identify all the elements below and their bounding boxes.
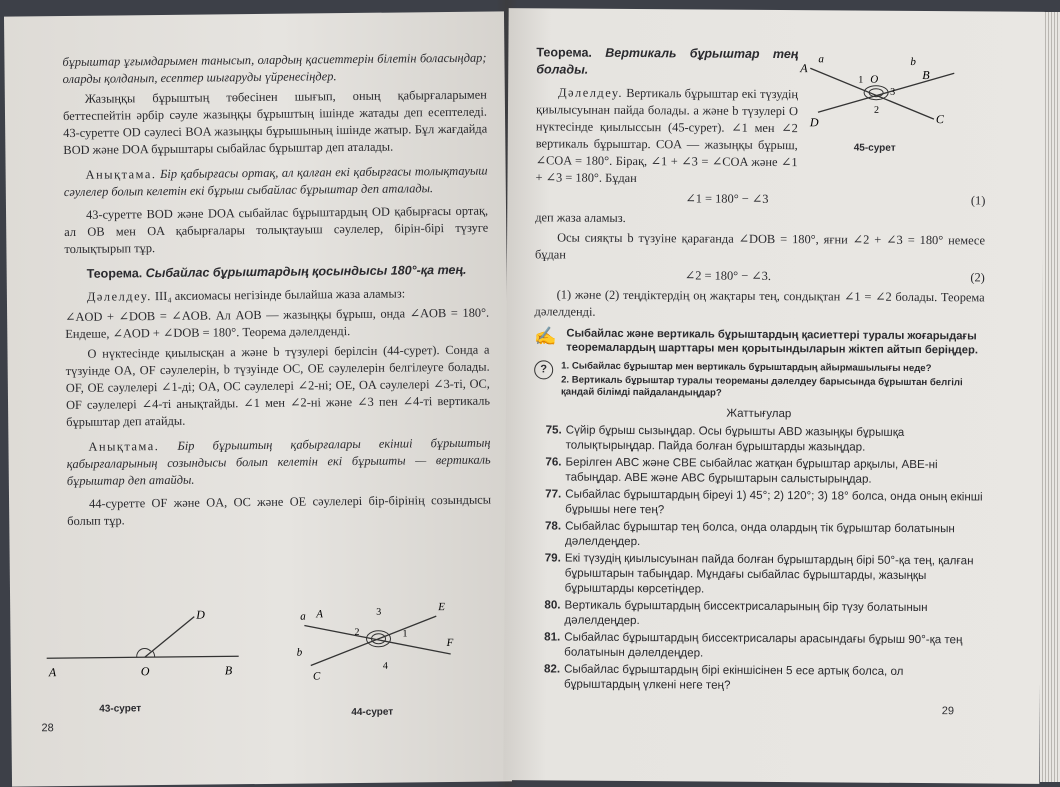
figure-45 <box>798 50 969 161</box>
exercise-text: Вертикаль бұрыштардың биссектрисаларының бір түзу болатынын дәлелдеңдер. <box>564 598 928 628</box>
theorem-label: Теорема. <box>536 45 592 60</box>
paragraph: Жазыңқы бұрыштың төбесінен шығып, оның қабырғаларымен беттеспейтін әрбір сәуле жазыңқы бұрыштың ішінде жатады деп есептеледі. 43-суретте OD сәулесі BOA жазыңқы бұрышының ішінде жатыр. Бұл жағдайда BOD және DOA бұрыштары сыбайлас бұрыштар деп аталады. <box>62 87 488 158</box>
exercise-item <box>533 454 983 487</box>
exercise-item <box>532 629 982 662</box>
exercise-item <box>533 486 983 519</box>
equation-text: ∠1 = 180° − ∠3 <box>685 191 769 206</box>
questions <box>534 360 984 401</box>
exercise-text: Екі түзудің қиылысуынан пайда болған бұрыштардың бірі 50°-қа тең, қалған бұрыштарын табыңдар. Мұндағы сыбайлас бұрыштарды, жазыңқы бұрыштарды көрсетіңдер. <box>564 551 974 596</box>
exercise-number: 76. <box>545 455 562 469</box>
proof-text: Осы сияқты b түзуіне қарағанда ∠DOB = 180°, яғни ∠2 + ∠3 = 180° немесе бұдан <box>534 230 986 262</box>
label-D: D <box>196 607 205 622</box>
figure-44-drawing <box>290 594 461 686</box>
definition-adjacent <box>64 163 488 201</box>
figure-44 <box>290 594 461 726</box>
question-icon: ? <box>534 360 553 379</box>
theorem-adjacent <box>65 262 489 283</box>
question-1: 1. Сыбайлас бұрыштар мен вертикаль бұрыштардың айырмашылығы неде? <box>561 360 932 375</box>
proof-text: Вертикаль бұрыштар екі түзудің қиылысуынан пайда болады. a және b түзулері O нүктесінде қиылыссын (45-сурет). ∠1 мен ∠2 вертикаль бұрыштар. COA — жазыңқы бұрыш, ∠COA = 180°. Бірақ, ∠1 + ∠3 = ∠COA және ∠1 + ∠3 = 180°. Бұдан <box>535 85 799 186</box>
theorem-label: Теорема. <box>86 266 143 281</box>
figure-43 <box>38 604 249 726</box>
equation-2 <box>535 266 985 286</box>
equation-text: ∠2 = 180° − ∠3. <box>684 268 772 283</box>
exercise-item <box>534 422 984 455</box>
label-1: 1 <box>858 74 864 86</box>
exercise-text: Берілген ABC және CBE сыбайлас жатқан бұрыштар арқылы, ABE-ні табыңдар. ABE және ABC бұрыштарын салыстырыңдар. <box>565 455 938 486</box>
paragraph: 43-суретте BOD және DOA сыбайлас бұрыштардың OD қабырғасы ортақ, ал OB мен OA қабырғалары толықтауыш сәулелер, бірін-бірі түзуге толықтырып тұр. <box>64 203 489 257</box>
label-3: 3 <box>890 86 896 98</box>
exercise-item <box>533 518 983 551</box>
proof-equation: ∠AOD + ∠DOB = ∠AOB. Ал AOB — жазыңқы бұрыш, онда ∠AOB = 180°. Ендеше, ∠AOD + ∠DOB = 180°. Теорема дәлелденді. <box>65 305 490 342</box>
definition-label: Анықтама. <box>88 439 160 454</box>
page-number: 28 <box>41 722 54 735</box>
pencil-icon: ✍ <box>534 326 557 347</box>
note-text: Сыбайлас және вертикаль бұрыштардың қасиеттері туралы жоғарыдағы теоремалардың шарттары мен қорытындыларын жіктеп айтып беріңдер. <box>566 327 978 357</box>
exercise-number: 75. <box>545 423 562 437</box>
label-3: 3 <box>376 606 382 618</box>
exercise-text: Сыбайлас бұрыштардың біреуі 1) 45°; 2) 120°; 3) 18° болса, онда оның екінші бұрышы неге тең? <box>565 487 983 517</box>
exercise-number: 78. <box>544 519 562 533</box>
definition-vertical <box>66 435 491 490</box>
discussion-note <box>534 326 984 357</box>
label-1: 1 <box>402 628 408 640</box>
exercise-item <box>532 597 982 630</box>
label-D: D <box>809 115 819 130</box>
proof-paragraph <box>535 84 798 188</box>
figure-caption: 45-сурет <box>853 142 896 154</box>
proof-text: (1) және (2) теңдіктердің оң жақтары тең, сондықтан ∠1 = ∠2 болады. Теорема дәлелденді. <box>534 287 985 319</box>
figure-43-drawing <box>38 604 249 686</box>
label-b: b <box>910 55 916 68</box>
exercise-number: 79. <box>544 551 561 565</box>
exercise-number: 80. <box>544 598 561 612</box>
theorem-vertical <box>536 44 798 80</box>
exercise-text: Сыбайлас бұрыштардың бірі екіншісінен 5 есе артық болса, ол бұрыштардың үлкені неге тең? <box>563 662 904 692</box>
label-4: 4 <box>382 660 388 672</box>
paragraph: O нүктесінде қиылысқан a және b түзулері берілсін (44-сурет). Сонда a түзуінде OA, OF сәулелерін, b түзуінде OC, OE сәулелерін белгілеуге болады. OF, OE сәулелері ∠1-ді; OA, OC сәулелері ∠2-ні; OE, OA сәулелері ∠3-ті, OC, OF сәулелері ∠4-ті анықтайды. ∠1 мен ∠2-ні және ∠3 пен ∠4-ті вертикаль бұрыштар деп атайды. <box>65 342 491 430</box>
label-A: A <box>800 61 808 76</box>
label-a: a <box>300 610 306 623</box>
exercise-text: Сыбайлас бұрыштар тең болса, онда олардың тік бұрыштар болатынын дәлелдеңдер. <box>564 519 955 549</box>
proof-label: Дәлелдеу. <box>558 85 624 100</box>
definition-label: Анықтама. <box>85 167 157 182</box>
definition-text: Бір қабырғасы ортақ, ал қалған екі қабырғасы толықтауыш сәулелер болып келетін екі бұрыш сыбайлас бұрыштар деп аталады. <box>63 163 488 200</box>
label-O: O <box>140 664 150 679</box>
label-B: B <box>224 663 233 678</box>
label-A: A <box>48 665 57 680</box>
right-page <box>503 8 1044 784</box>
exercises-title: Жаттығулар <box>726 407 792 421</box>
figure-45-drawing <box>798 50 969 131</box>
left-page <box>4 11 512 786</box>
label-E: E <box>438 601 445 614</box>
proof-lead <box>65 285 489 306</box>
label-2: 2 <box>873 104 880 116</box>
label-2: 2 <box>354 626 360 639</box>
exercise-item <box>532 661 982 694</box>
theorem-text: Сыбайлас бұрыштардың қосындысы 180°-қа тең. <box>145 262 467 281</box>
exercise-text: Сүйір бұрыш сызыңдар. Осы бұрышты ABD жазыңқы бұрышқа толықтырыңдар. Пайда болған бұрыштарды жазыңдар. <box>565 423 905 454</box>
exercise-number: 77. <box>545 487 562 501</box>
exercise-item <box>533 550 983 598</box>
label-O: O <box>870 73 879 86</box>
page-number: 29 <box>941 705 955 718</box>
equation-number: (2) <box>970 270 985 285</box>
question-2: 2. Вертикаль бұрыштар туралы теореманы дәлелдеу барысында бұрыштан белгілі қандай білімді пайдаландыңдар? <box>560 374 963 399</box>
exercise-list <box>532 422 984 694</box>
intro-text: бұрыштар ұғымдарымен танысып, олардың қасиеттерін білетін боласыңдар; оларды қолданып, есептер шығаруды үйренесіңдер. <box>62 50 487 87</box>
label-a: a <box>818 53 824 66</box>
proof-text: деп жаза аламыз. <box>535 210 626 225</box>
exercise-number: 81. <box>544 630 561 644</box>
proof-label: Дәлелдеу. <box>86 289 152 304</box>
paragraph: 44-суретте OF және OA, OC және OE сәулелері бір-бірінің созындысы болып тұр. <box>67 492 492 529</box>
equation-1 <box>535 189 985 209</box>
label-F: F <box>446 636 454 650</box>
label-b: b <box>296 646 303 659</box>
figure-caption: 43-сурет <box>99 703 142 715</box>
exercise-text: Сыбайлас бұрыштардың биссектрисалары арасындағы бұрыш 90°-қа тең болатынын дәлелдеңдер. <box>564 630 963 660</box>
label-B: B <box>922 68 930 83</box>
theorem-text: Вертикаль бұрыштар тең болады. <box>536 45 799 77</box>
label-C: C <box>312 670 321 683</box>
label-C: C <box>935 112 945 127</box>
figure-caption: 44-сурет <box>351 706 394 719</box>
proof-lead-text: III₄ аксиомасы негізінде былайша жаза аламыз: <box>154 286 406 304</box>
exercise-number: 82. <box>543 662 561 676</box>
definition-text: Бір бұрыштың қабырғалары екінші бұрыштың қабырғаларының созындысы болып келетін екі бұрышты — вертикаль бұрыштар деп атайды. <box>66 435 491 489</box>
equation-number: (1) <box>970 193 986 208</box>
label-A: A <box>316 608 324 621</box>
